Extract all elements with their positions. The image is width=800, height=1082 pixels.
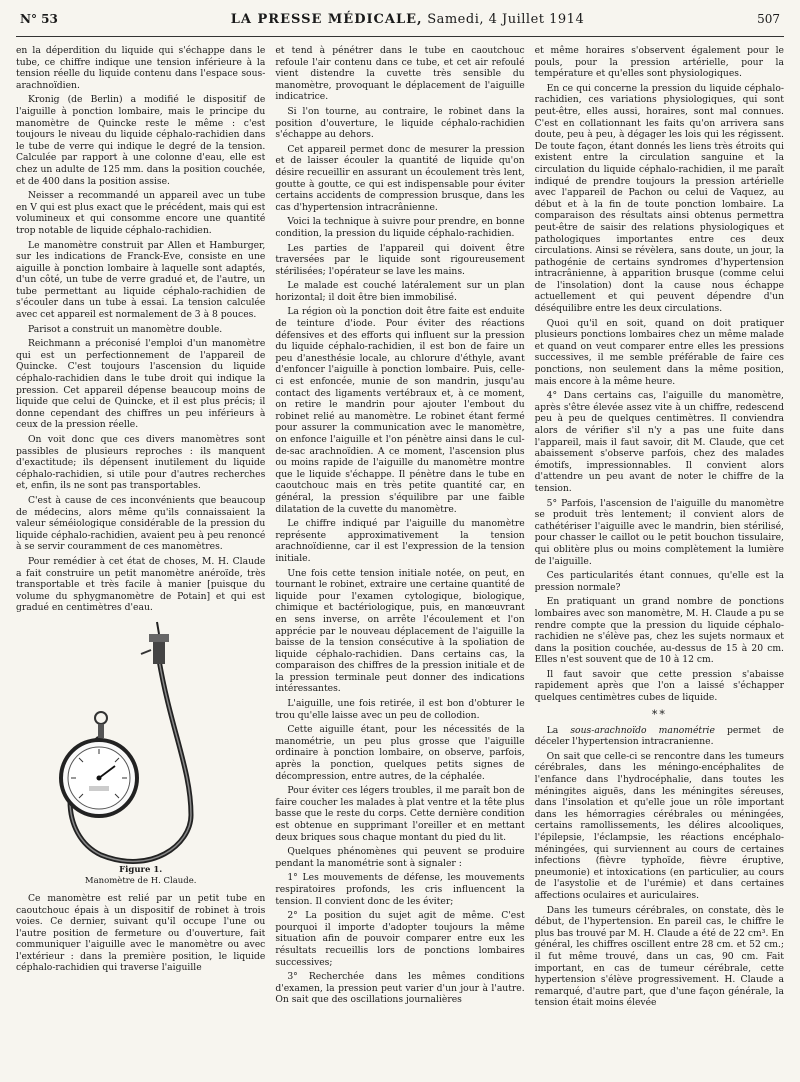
journal-title [231, 12, 584, 27]
paragraph: Le malade est couché latéralement sur un plan horizontal; il doit être bien immobilisé. [275, 280, 525, 303]
paragraph: Kronig (de Berlin) a modifié le dispositif de l'aiguille à ponction lombaire, mais le principe du manomètre de Quincke reste le même : c'est toujours le niveau du liquide céphalo-rachidien dans le tube de verre qui indique le degré de la tension. Calculée par rapport à une colonne d'eau, elle est chez un adulte de 125 mm. dans la position couchée, et de 400 dans la position assise. [16, 94, 266, 187]
paragraph: 4° Dans certains cas, l'aiguille du manomètre, après s'être élevée assez vite à un chiffre, redescend peu à peu de quelques centimètres. Il conviendra alors de vérifier s'il n'y a pas une fuite dans l'appareil, mais il faut savoir, dit M. Claude, que cet abaissement s'observe parfois, chez des malades émotifs, impressionnables. Il convient alors d'attendre un peu avant de noter le chiffre de la tension. [534, 390, 784, 494]
section-separator: ** [651, 707, 667, 721]
paragraph: Cet appareil permet donc de mesurer la pression et de laisser écouler la quantité de liquide qu'on désire recueillir en assurant un écoulement très lent, goutte à goutte, ce qui est indispensable pour éviter certains accidents de compression brusque, dans les cas d'hypertension intracrânienne. [275, 143, 525, 213]
paragraph: 2° La position du sujet agit de même. C'est pourquoi il importe d'adopter toujours la même situation afin de pouvoir comparer entre eux les résultats recueillis lors de ponctions lombaires successives; [275, 910, 525, 968]
issue-number: N° 53 [20, 12, 58, 26]
paragraph: Ce manomètre est relié par un petit tube en caoutchouc épais à un dispositif de robinet à trois voies. Ce dernier, suivant qu'il occupe l'une ou l'autre position de fermeture ou d'ouverture, fait communiquer l'aiguille avec le manomètre ou avec l'extérieur : dans la première position, le liquide céphalo-rachidien qui traverse l'aiguille [16, 892, 266, 974]
section-term: sous-arachnoïdo manométrie [570, 724, 715, 736]
paragraph: Reichmann a préconisé l'emploi d'un manomètre qui est un perfectionnement de l'appareil de Quincke. C'est toujours l'ascension du liquide céphalo-rachidien dans le tube droit qui indique la pression. Cet appareil dépense beaucoup moins de liquide que celui de Quincke, et il est plus précis; il donne cependant des chiffres un peu inférieurs à ceux de la pression réelle. [16, 338, 266, 431]
paragraph: Quoi qu'il en soit, quand on doit pratiquer plusieurs ponctions lombaires chez un même malade et quand on veut comparer entre elles les pressions successives, il me semble préférable de faire ces ponctions, non seulement dans la même position, mais encore à la même heure. [534, 317, 784, 387]
paragraph: 5° Parfois, l'ascension de l'aiguille du manomètre se produit très lentement; il convient alors de cathétériser l'aiguille avec le mandrin, bien stérilisé, pour chasser le caillot ou le petit bouchon tissulaire, qui oblitère plus ou moins complètement la lumière de l'aiguille. [534, 497, 784, 567]
paragraph: 1° Les mouvements de défense, les mouvements respiratoires profonds, les cris influencent la tension. Il convient donc de les éviter; [275, 872, 525, 907]
page-number: 507 [757, 12, 780, 26]
column-3 [535, 45, 784, 1075]
paragraph: L'aiguille, une fois retirée, il est bon d'obturer le trou qu'elle laisse avec un peu de collodion. [275, 698, 525, 721]
manometer-illustration [41, 620, 241, 865]
section-intro [535, 725, 784, 748]
paragraph: Le manomètre construit par Allen et Hamburger, sur les indications de Franck-Eve, consiste en une aiguille à ponction lombaire à laquelle sont adaptés, d'un côté, un tube de verre gradué et, de l'autre, un tube permettant au liquide céphalo-rachidien de s'écouler dans un tube à essai. La tension calculée avec cet appareil est normalement de 3 à 8 pouces. [16, 239, 266, 321]
text-columns [16, 45, 784, 1075]
column-1 [16, 45, 265, 1075]
paragraph: En ce qui concerne la pression du liquide céphalo-rachidien, ces variations physiologiques, qui sont peut-être, elles aussi, horaires, sont mal connues. C'est en collationnant les faits qu'on arrivera sans doute, peu à peu, à dégager les lois qui les régissent. De toute façon, étant donnés les liens très étroits qui existent entre la circulation sanguine et la circulation du liquide céphalo-rachidien, il me paraît indiqué de prendre toujours la pression artérielle avec l'appareil de Pachon ou celui de Vaquez, au début et à la fin de toute ponction lombaire. La comparaison des résultats ainsi obtenus permettra peut-être de saisir des relations physiologiques et pathologiques importantes entre ces deux circulations. Ainsi se révèlera, sans doute, un jour, la pathogénie de certains syndromes d'hypertension intracrânienne, à apparition brusque (comme celui de l'insolation) dont la cause nous échappe actuellement et qui peuvent dépendre d'un déséquilibre entre les deux circulations. [534, 82, 784, 315]
paragraph: Une fois cette tension initiale notée, on peut, en tournant le robinet, extraire une certaine quantité de liquide pour l'examen cytologique, biologique, chimique et bactériologique, puis, en manœuvrant en sens inverse, on arrête l'écoulement et l'on apprécie par le nouveau déplacement de l'aiguille la baisse de la tension consécutive à la spoliation de liquide céphalo-rachidien. Dans certains cas, la comparaison des chiffres de la pression initiale et de la pression terminale peut donner des indications intéressantes. [275, 567, 525, 695]
paragraph: Cette aiguille étant, pour les nécessités de la manométrie, un peu plus grosse que l'aiguille ordinaire à ponction lombaire, on observe, parfois, après la ponction, quelques petits signes de décompression, entre autres, de la céphalée. [275, 724, 525, 782]
paragraph: Voici la technique à suivre pour prendre, en bonne condition, la pression du liquide céphalo-rachidien. [275, 216, 525, 239]
paragraph: Il faut savoir que cette pression s'abaisse rapidement après que l'on a laissé s'échapper quelques centimètres cubes de liquide. [534, 668, 784, 704]
paragraph: Les parties de l'appareil qui doivent être traversées par le liquide sont rigoureusement stérilisées; l'opérateur se lave les mains. [275, 242, 525, 277]
paragraph: et même horaires s'observent également pour le pouls, pour la pression artérielle, pour la température et qu'elles sont physiologiques. [534, 45, 784, 80]
figure-1 [16, 620, 265, 887]
paragraph: La région où la ponction doit être faite est enduite de teinture d'iode. Pour éviter des réactions défensives et des efforts qui influent sur la pression du liquide céphalo-rachidien, il est bon de faire un peu d'anesthésie locale, au chlorure d'éthyle, avant d'enfoncer l'aiguille à ponction lombaire. Puis, celle-ci est enfoncée, munie de son mandrin, jusqu'au contact des ligaments vertébraux et, à ce moment, on retire le mandrin pour ajouter l'embout du robinet relié au manomètre. Le robinet étant fermé pour assurer la communication avec le manomètre, on enfonce l'aiguille et l'on pénètre ainsi dans le cul-de-sac arachnoïdien. A ce moment, l'ascension plus ou moins rapide de l'aiguille du manomètre montre que le liquide s'échappe. Il pénètre dans le tube en caoutchouc mais en très petite quantité car, en général, la pression s'équilibre par une faible dilatation de la cuvette du manomètre. [275, 306, 525, 515]
paragraph: On sait que celle-ci se rencontre dans les tumeurs cérébrales, dans les méningo-encéphalites de l'enfance dans l'hydrocéphalie, dans toutes les méningites aiguës, dans les méningites séreuses, dans l'insolation et qu'elle joue un rôle important dans les hémorragies cérébrales ou méningées, certains ramollissements, les délires alcooliques, l'épilepsie, l'éclampsie, les réactions encéphalo-méningées, qui surviennent au cours de certaines infections (fièvre typhoïde, fièvre éruptive, pneumonie) et intoxications (en particulier, au cours de l'asystolie et de l'urémie) et dans certaines affections oculaires et auriculaires. [534, 750, 784, 901]
section-post: permet de déceler l'hypertension intracranienne. [534, 724, 784, 748]
column-2 [275, 45, 524, 1075]
figure-caption [16, 865, 265, 887]
paragraph: Le chiffre indiqué par l'aiguille du manomètre représente approximativement la tension arachnoïdienne, car il est l'expression de la tension initiale. [275, 518, 525, 564]
paragraph: En pratiquant un grand nombre de ponctions lombaires avec son manomètre, M. H. Claude a pu se rendre compte que la pression du liquide céphalo-rachidien ne s'élève pas, chez les sujets normaux et dans la position couchée, au-dessus de 15 à 20 cm. Elles n'est souvent que de 10 à 12 cm. [534, 596, 784, 666]
issue-date: Samedi, 4 Juillet 1914 [427, 12, 585, 27]
paragraph: Ces particularités étant connues, qu'elle est la pression normale? [534, 570, 784, 593]
paragraph: Dans les tumeurs cérébrales, on constate, dès le début, de l'hypertension. En pareil cas, le chiffre le plus bas trouvé par M. H. Claude a été de 22 cm³. En général, les chiffres oscillent entre 28 cm. et 52 cm.; il fut même trouvé, dans un cas, 90 cm. Fait important, en cas de tumeur cérébrale, cette hypertension s'élève progressivement. H. Claude a remarqué, d'autre part, que d'une façon générale, la tension était moins élevée [534, 904, 784, 1009]
paragraph: Parisot a construit un manomètre double. [28, 323, 223, 335]
section-pre: La [546, 724, 571, 736]
paragraph: 3° Recherchée dans les mêmes conditions d'examen, la pression peut varier d'un jour à l'autre. On sait que des oscillations journalières [275, 971, 525, 1006]
figure-title: Manomètre de H. Claude. [84, 875, 197, 886]
paragraph: Neisser a recommandé un appareil avec un tube en V qui est plus exact que le précédent, mais qui est volumineux et qui consomme encore une quantité trop notable de liquide céphalo-rachidien. [16, 190, 266, 236]
running-header [16, 12, 784, 37]
paragraph: Si l'on tourne, au contraire, le robinet dans la position d'ouverture, le liquide céphalo-rachidien s'échappe au dehors. [275, 105, 525, 141]
figure-number: Figure 1. [119, 864, 163, 875]
paragraph: Pour remédier à cet état de choses, M. H. Claude a fait construire un petit manomètre anéroïde, très transportable et très facile à manier [puisque du volume du sphygmanomètre de Potain] et qui est gradué en centimètres d'eau. [16, 555, 266, 614]
paragraph: Pour éviter ces légers troubles, il me paraît bon de faire coucher les malades à plat ventre et la tête plus basse que le reste du corps. Cette dernière condition est obtenue en supprimant l'oreiller et en mettant deux briques sous chaque montant du pied du lit. [275, 785, 525, 843]
journal-name: LA PRESSE MÉDICALE, [230, 12, 423, 27]
paragraph: Quelques phénomènes qui peuvent se produire pendant la manométrie sont à signaler : [275, 846, 525, 869]
paragraph: C'est à cause de ces inconvénients que beaucoup de médecins, alors même qu'ils connaissaient la valeur séméiologique considérable de la pression du liquide céphalo-rachidien, avaient peu à peu renoncé à se servir couramment de ces manomètres. [16, 494, 266, 553]
paragraph: en la déperdition du liquide qui s'échappe dans le tube, ce chiffre indique une tension inférieure à la tension réelle du liquide contenu dans l'espace sous-arachnoïdien. [16, 45, 266, 91]
paragraph: On voit donc que ces divers manomètres sont passibles de plusieurs reproches : ils manquent d'exactitude; ils dépensent inutilement du liquide céphalo-rachidien, si utile pour d'autres recherches et, enfin, ils ne sont pas transportables. [16, 434, 266, 492]
paragraph: et tend à pénétrer dans le tube en caoutchouc refoule l'air contenu dans ce tube, et cet air refoulé vient distendre la cuvette très sensible du manomètre, provoquant le déplacement de l'aiguille indicatrice. [275, 45, 525, 103]
